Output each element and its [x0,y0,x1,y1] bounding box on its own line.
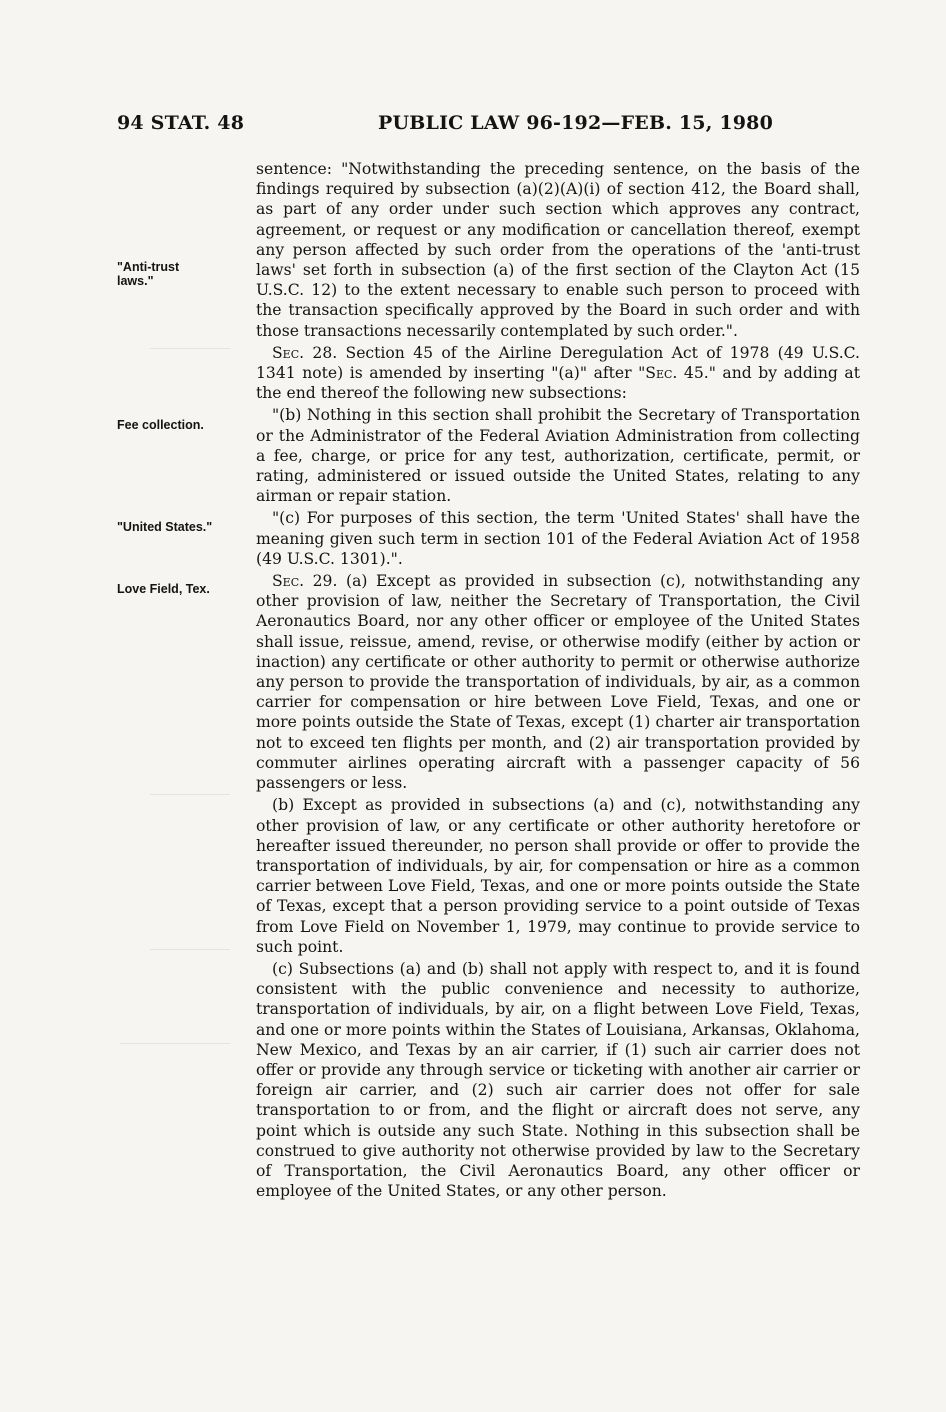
paragraph-text: 29. (a) Except as provided in subsection (c), notwithstanding any other provision of law, neither the Secretary of Transportation, the Civil Aeronautics Board, nor any other officer or employee of the United States shall issue, reissue, amend, revise, or otherwise modify (either by action or inaction) any certificate or other authority to permit or otherwise authorize any person to provide the transportation of individuals, by air, as a common carrier for compensation or hire between Love Field, Texas, and one or more points outside the State of Texas, except (1) charter air transportation not to exceed ten flights per month, and (2) air transportation provided by commuter airlines operating aircraft with a passenger capacity of 56 passengers or less. [256,572,860,793]
section-abbrev: Sec. [272,572,305,591]
section-abbrev: Sec. [645,364,678,383]
paragraph-text: 45." and by adding at the end thereof the following new subsections: [256,364,860,403]
paragraph-sec28-subsection-b: "(b) Nothing in this section shall prohibit the Secretary of Transportation or the Administrator of the Federal Aviation Administration from collecting a fee, charge, or price for any test, authorization, certificate, permit, or rating, administered or issued outside the United States, relating to any airman or repair station. [256,406,860,506]
paragraph-sec29-b: (b) Except as provided in subsections (a) and (c), notwithstanding any other provision of law, or any certificate or other authority heretofore or hereafter issued thereunder, no person shall provide or offer to provide the transportation of individuals, by air, for compensation or hire as a common carrier between Love Field, Texas, and one or more points outside the State of Texas, except that a person providing service to a point outside of Texas from Love Field on November 1, 1979, may continue to provide service to such point. [256,796,860,956]
statute-page-reference: 94 STAT. 48 [117,112,245,134]
bleed-through-mark [150,320,230,349]
bleed-through-mark [150,935,230,950]
page-header [117,112,857,142]
bleed-through-mark [120,1015,230,1044]
paragraph-text: 28. Section 45 of the Airline Deregulation Act of 1978 (49 U.S.C. 1341 note) is amended by inserting "(a)" after " [256,343,860,383]
paragraph-sec28 [256,343,860,404]
statute-body [256,159,860,1203]
section-abbrev: Sec. [272,343,305,362]
paragraph-sec29-c: (c) Subsections (a) and (b) shall not apply with respect to, and it is found consistent with the public convenience and necessity to authorize, transportation of individuals, by air, on a flight between Love Field, Texas, and one or more points within the States of Louisiana, Arkansas, Oklahoma, New Mexico, and Texas by an air carrier, if (1) such air carrier does not offer or provide any through service or ticketing with another air carrier or foreign air carrier, and (2) such air carrier does not offer for sale transportation to or from, and the flight or aircraft does not serve, any point which is outside any such State. Nothing in this subsection shall be construed to give authority not otherwise provided by law to the Secretary of Transportation, the Civil Aeronautics Board, any other officer or employee of the United States, or any other person. [256,959,860,1201]
paragraph-sec27-continuation: sentence: "Notwithstanding the preceding sentence, on the basis of the findings required by subsection (a)(2)(A)(i) of section 412, the Board shall, as part of any order under such section which approves any contract, agreement, or request or any modification or cancellation thereof, exempt any person affected by such order from the operations of the 'anti-trust laws' set forth in subsection (a) of the first section of the Clayton Act (15 U.S.C. 12) to the extent necessary to enable such person to proceed with the transaction specifically approved by the Board in such order and with those transactions necessarily contemplated by such order.". [256,160,860,340]
margin-note-united-states: "United States." [117,520,213,534]
paragraph-sec29-a [256,571,860,793]
paragraph-sec28-subsection-c: "(c) For purposes of this section, the term 'United States' shall have the meaning given such term in section 101 of the Federal Aviation Act of 1958 (49 U.S.C. 1301).". [256,509,860,568]
margin-note-anti-trust-laws: "Anti-trust laws." [117,260,180,288]
public-law-title: PUBLIC LAW 96-192—FEB. 15, 1980 [378,112,774,134]
margin-note-love-field: Love Field, Tex. [117,582,210,596]
bleed-through-mark [150,780,230,795]
margin-note-fee-collection: Fee collection. [117,418,204,432]
